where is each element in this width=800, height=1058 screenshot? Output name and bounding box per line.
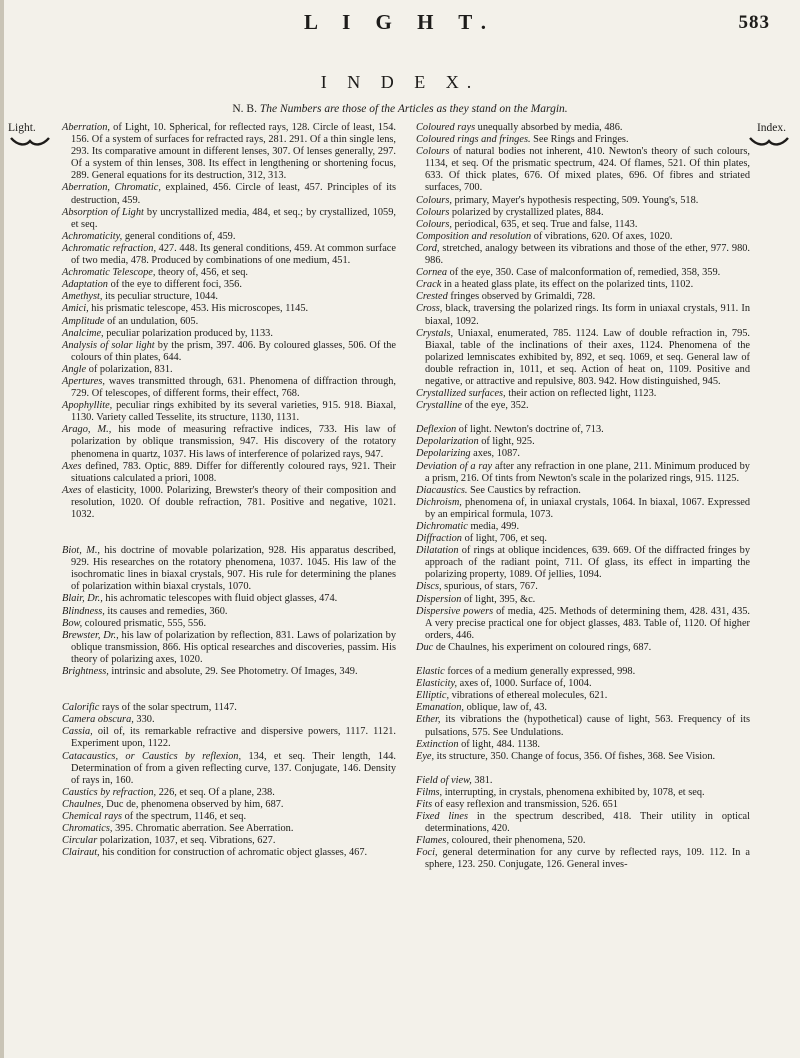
index-entry: [416, 485, 750, 497]
index-entry: [62, 847, 396, 859]
index-entry: [416, 279, 750, 291]
index-entry: [62, 823, 396, 835]
index-entry: [62, 231, 396, 243]
left-brace-icon: [10, 136, 50, 148]
index-entry: [416, 267, 750, 279]
index-entry-heading: Dichromatic: [416, 521, 468, 532]
index-entry-heading: Clairaut,: [62, 847, 100, 859]
index-entry: [416, 207, 750, 219]
index-entry-text: 226, et seq. Of a plane, 238.: [156, 786, 275, 798]
index-entry-text: interrupting, in crystals, phenomena exhibited by, 1078, et seq.: [442, 786, 705, 798]
index-entry-text: of easy reflexion and transmission, 526. 651: [432, 798, 618, 810]
index-entry-heading: Emanation,: [416, 702, 464, 714]
index-entry-heading: Eye,: [416, 750, 435, 762]
index-entry-heading: Composition and resolution: [416, 230, 532, 242]
index-entry-heading: Biot, M.,: [62, 545, 100, 557]
note-text: The Numbers are those of the Articles as they stand on the Margin.: [259, 103, 568, 115]
running-head-title: L I G H T.: [303, 10, 496, 34]
index-entry: [62, 291, 396, 303]
index-entry-heading: Cord,: [416, 242, 440, 254]
index-entry: [62, 835, 396, 847]
index-entry: [62, 328, 396, 340]
index-entry: [416, 134, 750, 146]
index-entry: [416, 533, 750, 545]
index-entry-heading: Depolarizing: [416, 448, 471, 460]
index-entry: [416, 799, 750, 811]
index-column-right: [416, 122, 750, 872]
index-entry-text: of the eye, 350. Case of malconformation of, remedied, 358, 359.: [447, 267, 721, 279]
index-entry-heading: Achromaticity,: [62, 230, 123, 242]
index-entry: [62, 340, 396, 364]
index-entry-text: axes, 1087.: [470, 448, 521, 460]
index-entry: [416, 545, 750, 581]
index-entry-text: general conditions of, 459.: [122, 230, 236, 242]
index-entry-text: of light. Newton's doctrine of, 713.: [456, 424, 604, 436]
index-entry-heading: Foci,: [416, 847, 438, 859]
index-entry-heading: Ether,: [416, 714, 441, 726]
index-entry-text: of Light, 10. Spherical, for reflected rays, 128. Circle of least, 154. 156. Of a system of surfaces for refracted rays, 281. 291. Of a thin single lens, 293. Its comparative amount in different lenses, 307. Of lenses generally, 297. Of a system of thin lenses, 308. Its effect in lengthening or shortening focus, 289. General equations for its destruction, 312, 313.: [71, 122, 396, 182]
index-entry-heading: Axes: [62, 460, 82, 472]
index-entry-text: polarized by crystallized plates, 884.: [449, 206, 604, 218]
index-entry-text: of natural bodies not inherent, 410. Newton's theory of such colours, 1134, et seq. Of the prismatic spectrum, 424. Of flames, 521. Of thin plates, 633. Of thick plates, 676. Of mixed plates, 696. Of fibres and striated surfaces, 700.: [425, 146, 750, 194]
index-entry-text: waves transmitted through, 631. Phenomena of diffraction through, 729. Of telescopes, of different forms, their effect, 768.: [71, 375, 396, 400]
index-entry-heading: Aberration, Chromatic,: [62, 182, 161, 194]
index-entry: [62, 787, 396, 799]
index-entry-heading: Cassia,: [62, 726, 93, 738]
index-entry-heading: Coloured rings and fringes.: [416, 134, 531, 146]
index-entry-heading: Arago, M.,: [62, 424, 112, 436]
index-entry-heading: Camera obscura,: [62, 714, 134, 726]
index-entry-heading: Blair, Dr.,: [62, 593, 103, 605]
margin-label-right: [757, 122, 786, 134]
index-entry: [416, 642, 750, 654]
index-entry-heading: Dispersive powers: [416, 605, 494, 617]
index-entry: [416, 436, 750, 448]
index-entry-text: Uniaxal, enumerated, 785. 1124. Law of double refraction in, 795. Biaxal, table of the inclinations of their axes, 1124. Phenomena of the polarized lemniscates exhibited by, 892, et seq. 1069, et seq. General law of double refraction in, 1011, et seq. Action of heat on, 1109. Positive and negative, or attractive and repulsive, 803. 942. How distinguished, 945.: [425, 327, 750, 387]
index-entry-heading: Dilatation: [416, 545, 459, 557]
index-entry: [62, 243, 396, 267]
index-entry: [62, 424, 396, 460]
index-entry: [416, 702, 750, 714]
index-entry: [416, 775, 750, 787]
note-prefix: N. B.: [232, 103, 257, 115]
index-entry-heading: Deflexion: [416, 424, 457, 436]
index-entry: [62, 267, 396, 279]
index-entry-text: explained, 456. Circle of least, 457. Principles of its destruction, 459.: [71, 182, 396, 206]
index-entry-text: rays of the solar spectrum, 1147.: [99, 702, 237, 714]
index-entry: [416, 497, 750, 521]
index-entry-text: vibrations of ethereal molecules, 621.: [449, 690, 608, 702]
index-entry: [62, 726, 396, 750]
index-entry-text: his prismatic telescope, 453. His microscopes, 1145.: [88, 303, 309, 315]
index-entry-heading: Elasticity,: [416, 678, 458, 690]
index-entry-text: of elasticity, 1000. Polarizing, Brewster's theory of their composition and resolution, 1020. Of double refraction, 781. Positive and negative, 1021. 1032.: [71, 484, 396, 520]
index-entry-heading: Duc: [416, 641, 434, 653]
index-entry: [416, 122, 750, 134]
index-entry: [62, 279, 396, 291]
index-entry-text: of the spectrum, 1146, et seq.: [122, 810, 247, 822]
index-entry: [416, 424, 750, 436]
index-entry: [416, 606, 750, 642]
index-entry-text: stretched, analogy between its vibrations and those of the ether, 977. 980. 986.: [425, 242, 750, 267]
index-entry-text: of polarization, 831.: [86, 363, 173, 375]
index-entry: [416, 243, 750, 267]
index-entry: [416, 291, 750, 303]
index-entry-heading: Deviation of a ray: [416, 460, 493, 472]
index-entry-heading: Absorption of Light: [62, 206, 144, 218]
index-entry-text: oil of, its remarkable refractive and dispersive powers, 1117. 1121. Experiment upon, 1122.: [71, 726, 396, 750]
index-entry-text: his mode of measuring refractive indices, 733. His law of polarization by oblique transmission, 947. His discovery of the rotatory phenomena in quartz, 1037. His laws of interference of polarized rays, 947.: [71, 424, 396, 460]
index-entry: [416, 303, 750, 327]
index-entry-text: his law of polarization by reflection, 831. Laws of polarization by oblique transmission, 866. His optical researches and discoveries, passim. His theory of polarizing axes, 1020.: [71, 629, 396, 665]
index-entry: [416, 400, 750, 412]
index-entry-heading: Cornea: [416, 267, 448, 279]
index-entry-text: of the eye to different foci, 356.: [107, 279, 242, 291]
index-entry-text: 395. Chromatic aberration. See Aberration.: [112, 823, 294, 835]
index-entry-text: black, traversing the polarized rings. Its form in uniaxal crystals, 911. In biaxal, 1092.: [425, 303, 750, 327]
index-entry-text: by the prism, 397. 406. By coloured glasses, 506. Of the colours of thin plates, 644.: [71, 339, 397, 363]
index-entry-text: 134, et seq. Their length, 144. Determination of from a given reflecting curve, 137. Conjugate, 146. Density of rays in, 160.: [71, 750, 396, 786]
index-entry-heading: Apertures,: [62, 375, 105, 387]
index-entry: [416, 787, 750, 799]
index-entry-heading: Crystalline: [416, 400, 462, 412]
index-entry-text: its structure, 350. Change of focus, 356. Of fishes, 368. See Vision.: [434, 750, 716, 762]
index-entry: [62, 799, 396, 811]
right-brace-icon: [749, 136, 789, 148]
index-entry: [416, 678, 750, 690]
index-title: I N D E X.: [320, 72, 480, 92]
index-entry-text: defined, 783. Optic, 889. Differ for differently coloured rays, 921. Their situations calculated a priori, 1008.: [71, 460, 396, 484]
index-entry-text: of rings at oblique incidences, 639. 669. Of the diffracted fringes by approach of the radiant point, 711. Of glass, its effect in imparting the polarizing property, 1089. Of jellies, 1094.: [425, 545, 750, 581]
index-entry-heading: Extinction: [416, 738, 459, 750]
index-entry-text: intrinsic and absolute, 29. See Photometry. Of Images, 349.: [108, 666, 358, 678]
index-entry-heading: Colours,: [416, 194, 452, 206]
index-entry-text: of the eye, 352.: [461, 400, 529, 412]
index-entry-text: periodical, 635, et seq. True and false, 1143.: [451, 218, 638, 230]
index-entry: [62, 618, 396, 630]
index-entry-heading: Brewster, Dr.,: [62, 629, 119, 641]
index-entry-heading: Brightness,: [62, 666, 109, 678]
index-entry-heading: Achromatic Telescope,: [62, 267, 156, 279]
index-entry-heading: Chaulnes,: [62, 798, 104, 810]
index-entry-heading: Caustics by refraction,: [62, 786, 157, 798]
index-entry: [62, 606, 396, 618]
index-entry-heading: Diffraction: [416, 533, 462, 545]
index-entry: [416, 666, 750, 678]
index-entry: [62, 364, 396, 376]
index-entry-text: his achromatic telescopes with fluid object glasses, 474.: [102, 593, 338, 605]
index-entry-heading: Dispersion: [416, 593, 462, 605]
index-entry-heading: Colours,: [416, 218, 452, 230]
index-entry: [416, 448, 750, 460]
index-entry-text: of light, 706, et seq.: [461, 533, 548, 545]
index-entry-heading: Chemical rays: [62, 810, 123, 822]
index-entry-text: his doctrine of movable polarization, 928. His apparatus described, 929. His researches on the rotatory phenomena, 1037. 1045. His law of the isochromatic lines in biaxal crystals, 907. His rule for determining the planes of polarization within biaxal crystals, 1070.: [71, 545, 396, 593]
index-entry: [62, 714, 396, 726]
index-entry: [416, 146, 750, 194]
index-entry: [62, 702, 396, 714]
index-entry-text: de Chaulnes, his experiment on coloured rings, 687.: [433, 641, 652, 653]
index-entry-text: axes of, 1000. Surface of, 1004.: [457, 678, 592, 690]
index-entry-heading: Bow,: [62, 617, 83, 629]
page-spine: [0, 0, 4, 1058]
index-entry-heading: Discs,: [416, 581, 442, 593]
index-entry: [62, 751, 396, 787]
index-entry: [416, 811, 750, 835]
index-entry-text: its causes and remedies, 360.: [104, 605, 228, 617]
margin-label-right-text: Index.: [756, 122, 786, 134]
index-entry: [416, 231, 750, 243]
index-entry-heading: Diacaustics.: [416, 484, 468, 496]
index-entry-text: of vibrations, 620. Of axes, 1020.: [531, 230, 673, 242]
index-entry-heading: Crack: [416, 279, 442, 291]
index-entry-heading: Analysis of solar light: [62, 339, 155, 351]
index-entry: [62, 376, 396, 400]
index-entry: [62, 182, 396, 206]
index-entry: [62, 485, 396, 521]
index-entry-text: oblique, law of, 43.: [463, 702, 548, 714]
index-entry: [416, 461, 750, 485]
index-entry: [62, 630, 396, 666]
index-entry: [416, 521, 750, 533]
index-entry: [62, 811, 396, 823]
index-entry-heading: Crested: [416, 291, 448, 303]
index-entry: [416, 714, 750, 738]
index-entry: [416, 328, 750, 388]
index-entry-heading: Colours: [416, 146, 450, 158]
index-entry: [62, 593, 396, 605]
index-entry-text: See Caustics by refraction.: [467, 484, 581, 496]
index-entry-heading: Elastic: [416, 666, 445, 678]
index-entry-text: theory of, 456, et seq.: [155, 267, 248, 279]
index-entry-heading: Crystals,: [416, 327, 454, 339]
index-entry-heading: Calorific: [62, 702, 100, 714]
index-entry: [416, 219, 750, 231]
index-entry: [62, 207, 396, 231]
index-entry: [62, 400, 396, 424]
index-entry-text: of media, 425. Methods of determining them, 428. 431, 435. A very precise practical one for object glasses, 483. Table of, 1120. Of higher orders, 446.: [425, 605, 750, 641]
index-entry-text: fringes observed by Grimaldi, 728.: [447, 291, 596, 303]
index-entry-heading: Colours: [416, 206, 450, 218]
index-entry-heading: Catacaustics, or Caustics by reflexion,: [62, 750, 242, 762]
index-entry: [416, 751, 750, 763]
index-entry-text: 427. 448. Its general conditions, 459. At common surface of two media, 478. Produced by combinations of one medium, 451.: [71, 242, 396, 267]
index-entry-text: its vibrations the (hypothetical) cause of light, 563. Frequency of its pulsations, 575. See Undulations.: [425, 714, 750, 738]
margin-label-left-text: Light.: [8, 122, 36, 134]
index-entry: [416, 594, 750, 606]
index-entry-text: their action on reflected light, 1123.: [505, 388, 657, 400]
index-entry-heading: Coloured rays: [416, 122, 476, 133]
index-entry-heading: Flames,: [416, 835, 450, 847]
index-entry-heading: Fixed lines: [416, 811, 468, 823]
index-entry: [416, 835, 750, 847]
index-entry-text: of light, 395, &c.: [461, 593, 536, 605]
index-entry-heading: Amplitude: [62, 315, 105, 327]
index-entry-text: spurious, of stars, 767.: [441, 581, 538, 593]
index-entry-text: after any refraction in one plane, 211. Minimum produced by a prism, 216. Of tints from Newton's scale in the polarized rings, 915. 1125.: [425, 460, 750, 484]
index-entry-text: polarization, 1037, et seq. Vibrations, 627.: [97, 835, 276, 847]
index-entry: [416, 690, 750, 702]
index-entry: [62, 303, 396, 315]
index-entry: [416, 388, 750, 400]
index-entry: [62, 545, 396, 593]
index-entry-text: unequally absorbed by media, 486.: [475, 122, 623, 133]
index-entry-text: coloured, their phenomena, 520.: [449, 835, 586, 847]
index-entry-text: its peculiar structure, 1044.: [102, 291, 218, 303]
index-entry-heading: Circular: [62, 835, 98, 847]
index-entry: [416, 847, 750, 871]
index-entry-text: media, 499.: [467, 521, 520, 532]
index-entry-text: general determination for any curve by reflected rays, 109. 112. In a sphere, 123. 250. Conjugate, 126. General inves-: [425, 847, 750, 871]
index-entry-heading: Analcime,: [62, 327, 104, 339]
index-entry: [416, 739, 750, 751]
index-entry-text: peculiar polarization produced by, 1133.: [103, 327, 273, 339]
index-entry: [62, 316, 396, 328]
index-entry: [62, 122, 396, 182]
margin-label-left: [8, 122, 36, 134]
editorial-note: [0, 103, 800, 115]
index-entry-heading: Elliptic,: [416, 690, 450, 702]
index-entry-text: of an undulation, 605.: [104, 315, 199, 327]
index-entry-heading: Angle: [62, 363, 87, 375]
index-entry-text: peculiar rings exhibited by its several varieties, 915. 918. Biaxal, 1130. Variety called Tesselite, its structure, 1130, 1131.: [71, 400, 396, 424]
index-entry: [416, 581, 750, 593]
index-entry: [62, 461, 396, 485]
index-entry-text: phenomena of, in uniaxal crystals, 1064. In biaxal, 1067. Expressed by an empirical formula, 1073.: [425, 496, 750, 520]
index-entry-heading: Field of view,: [416, 774, 472, 786]
index-entry-text: of light, 484. 1138.: [458, 738, 541, 750]
index-entry-heading: Amethyst,: [62, 291, 103, 303]
index-entry-text: 330.: [133, 714, 155, 726]
index-entry: [62, 666, 396, 678]
index-entry-text: in the spectrum described, 418. Their utility in optical determinations, 420.: [425, 811, 751, 835]
index-entry-heading: Achromatic refraction,: [62, 242, 157, 254]
index-entry-heading: Chromatics,: [62, 823, 113, 835]
index-entry-text: coloured prismatic, 555, 556.: [82, 617, 207, 629]
index-entry-text: in a heated glass plate, its effect on the polarized tints, 1102.: [441, 279, 694, 291]
index-entry-heading: Cross,: [416, 303, 443, 315]
index-entry-heading: Dichroism,: [416, 496, 462, 508]
index-entry-heading: Aberration,: [62, 122, 110, 133]
index-entry-heading: Axes: [62, 484, 82, 496]
index-column-left: [62, 122, 396, 859]
index-entry: [416, 195, 750, 207]
index-entry-text: 381.: [471, 774, 493, 786]
index-entry-text: See Rings and Fringes.: [530, 134, 629, 146]
index-entry-heading: Depolarization: [416, 436, 479, 448]
index-entry-text: Duc de, phenomena observed by him, 687.: [103, 798, 284, 810]
index-entry-heading: Films,: [416, 786, 443, 798]
index-entry-heading: Crystallized surfaces,: [416, 388, 506, 400]
index-entry-heading: Fits: [416, 798, 433, 810]
index-entry-text: of light, 925.: [478, 436, 535, 448]
index-entry-text: forces of a medium generally expressed, 998.: [444, 666, 636, 678]
index-entry-text: his condition for construction of achromatic object glasses, 467.: [99, 847, 368, 859]
index-entry-heading: Blindness,: [62, 605, 105, 617]
index-entry-text: by uncrystallized media, 484, et seq.; by crystallized, 1059, et seq.: [71, 206, 396, 230]
index-entry-text: primary, Mayer's hypothesis respecting, 509. Young's, 518.: [451, 194, 699, 206]
index-entry-heading: Amici,: [62, 303, 89, 315]
index-entry-heading: Apophyllite,: [62, 400, 113, 412]
page-number: 583: [738, 12, 770, 33]
index-entry-heading: Adaptation: [62, 279, 108, 291]
